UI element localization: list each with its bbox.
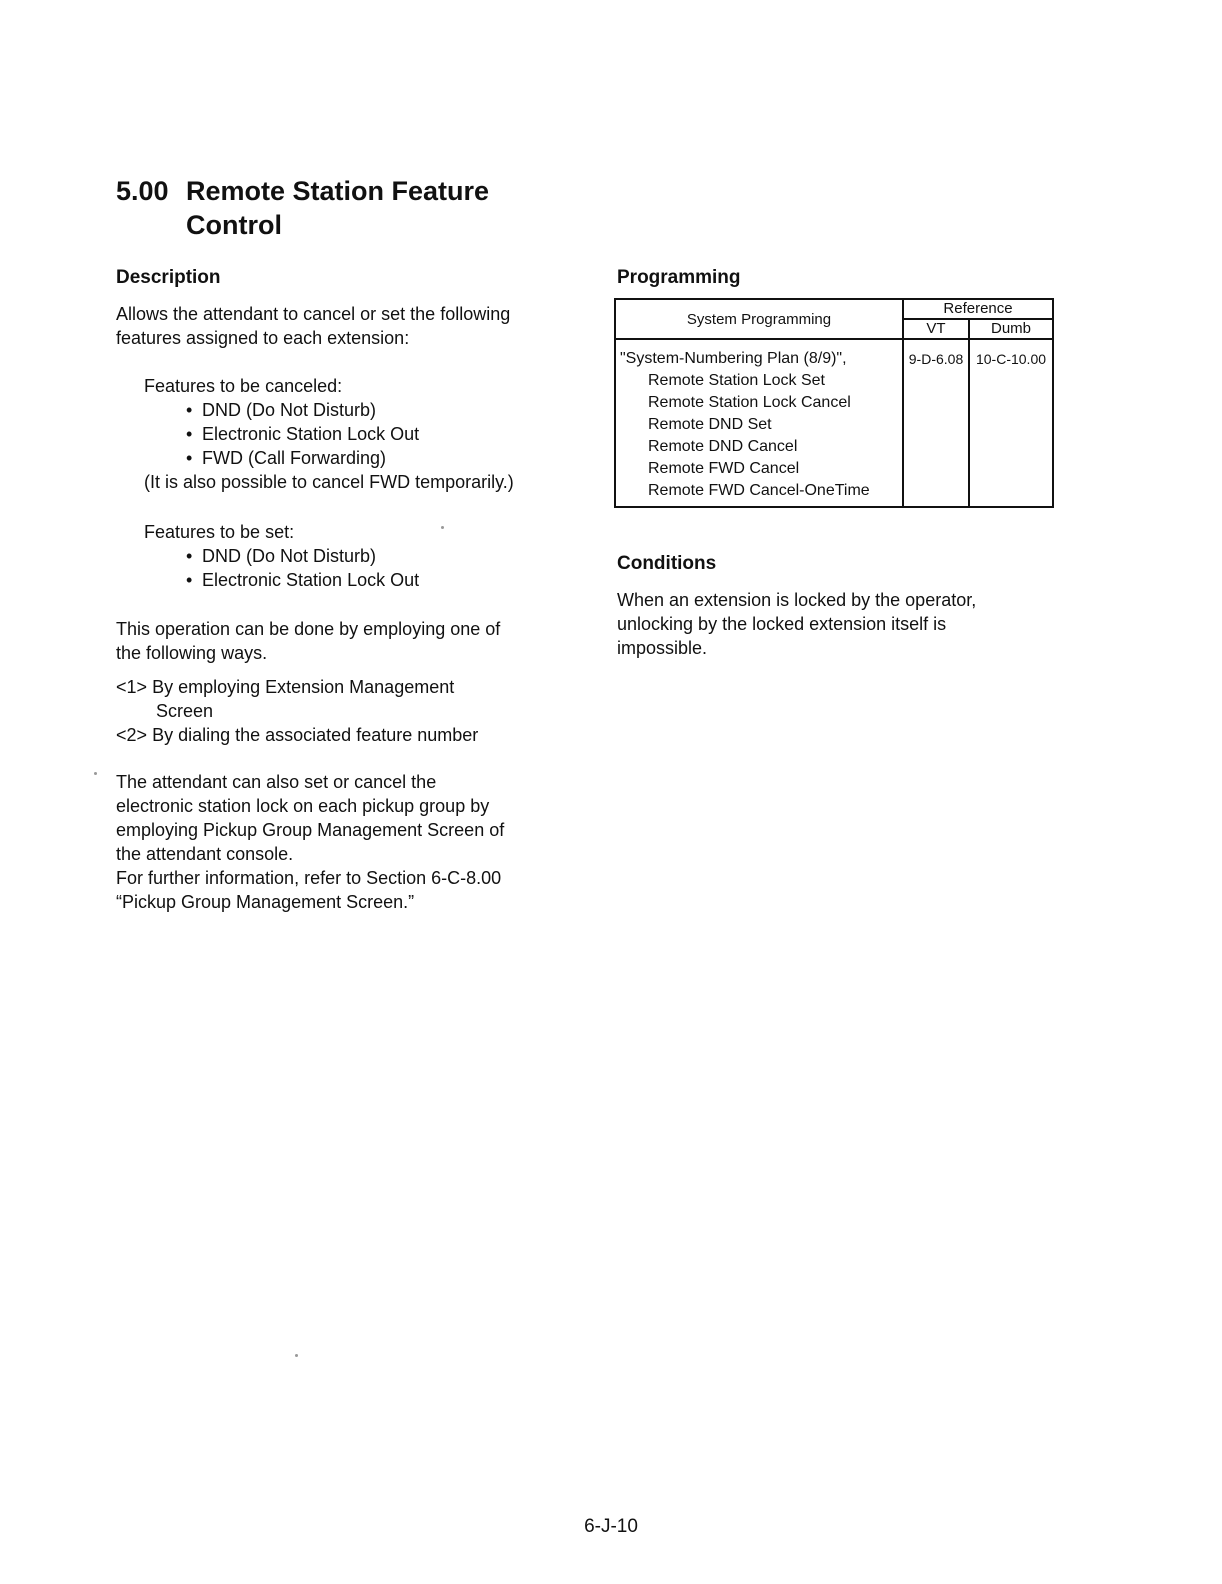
table-header-row (615, 299, 1053, 319)
intro-line: features assigned to each extension: (116, 328, 410, 348)
way-marker: <1> (116, 677, 148, 697)
section-title-line2: Control (186, 210, 282, 240)
conditions-line: unlocking by the locked extension itself is (617, 614, 947, 634)
table-row (615, 339, 1053, 507)
way-2 (116, 723, 478, 747)
list-item: Remote Station Lock Cancel (648, 394, 851, 411)
further-line: For further information, refer to Section 6-C-8.00 (116, 868, 502, 888)
set-list (144, 544, 419, 592)
col-dumb: Dumb (969, 319, 1053, 339)
further-line: “Pickup Group Management Screen.” (116, 892, 415, 912)
ways-line: the following ways. (116, 643, 268, 663)
list-item: Remote FWD Cancel (648, 460, 800, 477)
description-heading: Description (116, 267, 221, 288)
way-marker: <2> (116, 725, 148, 745)
col-reference: Reference (903, 299, 1053, 319)
cancel-label: Features to be canceled: (144, 376, 343, 396)
way-text: By employing Extension Management (152, 677, 455, 697)
ways-line: This operation can be done by employing one of (116, 619, 501, 639)
scan-speck (441, 526, 444, 529)
page-number: 6-J-10 (584, 1516, 638, 1537)
pickup-line: The attendant can also set or cancel the (116, 772, 437, 792)
way-1-continued: Screen (156, 701, 214, 721)
list-item: • DND (Do Not Disturb) (186, 398, 514, 422)
way-1 (116, 675, 478, 699)
conditions-line: When an extension is locked by the operator, (617, 590, 977, 610)
section-number: 5.00 (116, 176, 169, 206)
conditions-heading: Conditions (617, 553, 717, 574)
vt-reference: 9-D-6.08 (903, 339, 969, 507)
programming-heading: Programming (617, 267, 741, 288)
pickup-line: electronic station lock on each pickup group by (116, 796, 490, 816)
list-item: • FWD (Call Forwarding) (186, 446, 514, 470)
section-heading (116, 174, 489, 242)
way-text: By dialing the associated feature number (152, 725, 479, 745)
scan-speck (295, 1354, 298, 1357)
pickup-line: the attendant console. (116, 844, 294, 864)
section-title-line1: Remote Station Feature (186, 176, 490, 206)
conditions-text (617, 588, 976, 660)
list-item: • Electronic Station Lock Out (186, 422, 514, 446)
numbering-plan: "System-Numbering Plan (8/9)", (620, 350, 847, 367)
scan-speck (94, 772, 97, 775)
programming-table (614, 298, 1054, 508)
description-intro (116, 302, 510, 350)
list-item: • Electronic Station Lock Out (186, 568, 419, 592)
set-label: Features to be set: (144, 522, 295, 542)
list-item: Remote Station Lock Set (648, 372, 825, 389)
plan-items (620, 370, 898, 502)
ways-list (116, 675, 478, 747)
list-item: Remote DND Set (648, 416, 772, 433)
set-features (144, 520, 419, 592)
conditions-line: impossible. (617, 638, 708, 658)
cancel-list (144, 398, 514, 470)
col-system-programming: System Programming (615, 299, 903, 339)
list-item: Remote FWD Cancel-OneTime (648, 482, 870, 499)
system-programming-cell (615, 339, 903, 507)
col-vt: VT (903, 319, 969, 339)
list-item: • DND (Do Not Disturb) (186, 544, 419, 568)
cancel-note: (It is also possible to cancel FWD temporarily.) (144, 472, 514, 492)
ways-intro (116, 617, 500, 665)
pickup-paragraph (116, 770, 504, 914)
pickup-line: employing Pickup Group Management Screen of (116, 820, 505, 840)
dumb-reference: 10-C-10.00 (969, 339, 1053, 507)
intro-line: Allows the attendant to cancel or set the following (116, 304, 511, 324)
list-item: Remote DND Cancel (648, 438, 798, 455)
cancel-features (144, 374, 514, 494)
